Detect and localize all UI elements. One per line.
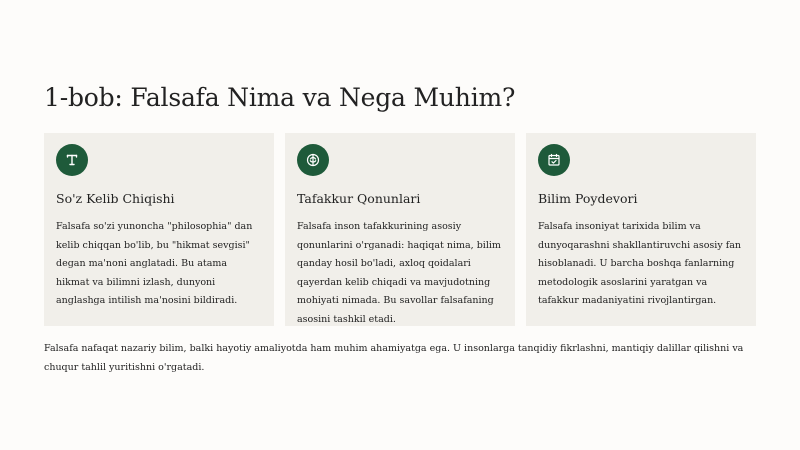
- card-word-origin: [44, 133, 274, 326]
- card-title: Bilim Poydevori: [538, 191, 638, 206]
- cards-row: [44, 133, 756, 326]
- icon-badge: [297, 144, 329, 176]
- footer-paragraph: Falsafa nafaqat nazariy bilim, balki hayotiy amaliyotda ham muhim ahamiyatga ega. U insonlarga tanqidiy fikrlashni, mantiqiy dalillar qilishni va chuqur tahlil yuritishni o'rgatadi.: [44, 343, 744, 373]
- icon-badge: [56, 144, 88, 176]
- card-title: So'z Kelib Chiqishi: [56, 191, 175, 206]
- card-thinking-laws: [285, 133, 515, 326]
- card-title: Tafakkur Qonunlari: [297, 191, 421, 206]
- card-text: Falsafa insoniyat tarixida bilim va dunyoqarashni shakllantiruvchi asosiy fan hisoblanadi. U barcha boshqa fanlarning metodologik asoslarini yaratgan va tafakkur madaniyatini rivojlantirgan.: [538, 221, 742, 306]
- card-text: Falsafa inson tafakkurining asosiy qonunlarini o'rganadi: haqiqat nima, bilim qanday hosil bo'ladi, axloq qoidalari qayerdan kelib chiqadi va mavjudotning mohiyati nimada. Bu savollar falsafaning asosini tashkil etadi.: [297, 221, 501, 325]
- calendar-check-icon: [546, 152, 562, 168]
- icon-badge: [538, 144, 570, 176]
- card-knowledge-foundation: [526, 133, 756, 326]
- card-text: Falsafa so'zi yunoncha "philosophia" dan kelib chiqqan bo'lib, bu "hikmat sevgisi" degan ma'noni anglatadi. Bu atama hikmat va bilimni izlash, dunyoni anglashga intilish ma'nosini bildiradi.: [56, 221, 253, 306]
- brain-icon: [305, 152, 321, 168]
- page-title: 1-bob: Falsafa Nima va Nega Muhim?: [44, 83, 516, 112]
- text-icon: [64, 152, 80, 168]
